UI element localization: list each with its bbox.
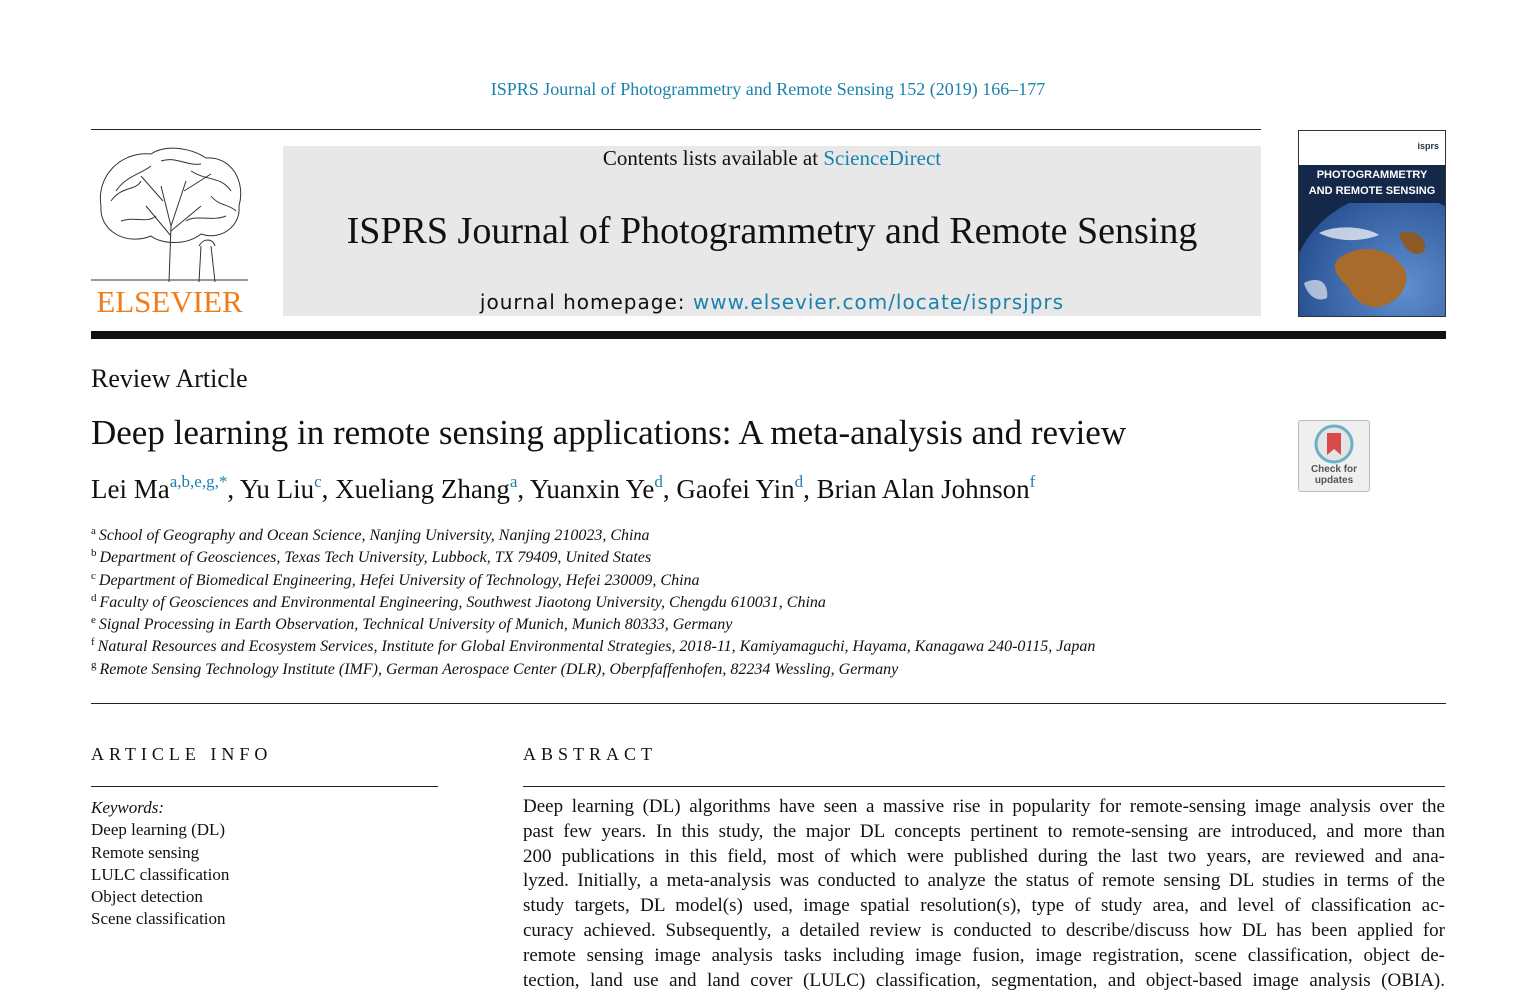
elsevier-logo[interactable] [91, 146, 248, 318]
affiliation-text: Signal Processing in Earth Observation, Technical University of Munich, Munich 80333, Germany [98, 616, 733, 634]
homepage-prefix: journal homepage: [479, 290, 693, 314]
affiliation-list [91, 525, 1095, 681]
cover-title-line1: PHOTOGRAMMETRY [1316, 169, 1428, 181]
abstract-heading: ABSTRACT [523, 744, 658, 764]
affiliation-text: Department of Geosciences, Texas Tech University, Lubbock, TX 79409, United States [99, 549, 652, 567]
affiliation-item [91, 659, 1095, 681]
affiliation-item [91, 636, 1095, 658]
cover-header [1299, 131, 1445, 165]
abstract-line: 200 publications in this field, most of which were published during the last two years, are reviewed and ana- [523, 845, 1445, 867]
affiliation-mark: e [91, 614, 96, 627]
elsevier-wordmark: ELSEVIER [96, 284, 243, 319]
affiliation-text: Natural Resources and Ecosystem Services, Institute for Global Environmental Strategies, 2018-11, Kamiyamaguchi, Hayama, Kanagawa 240-0115, Japan [97, 638, 1096, 656]
cover-brand: isprs [1417, 141, 1439, 151]
affiliation-text: School of Geography and Ocean Science, Nanjing University, Nanjing 210023, China [98, 527, 650, 544]
keyword: Scene classification [91, 909, 226, 929]
author-affiliation-marks[interactable]: a [509, 472, 518, 491]
author-list: Lei $Ma^{a,b,e,g,*}$, Yu Liu$^c$, Xueliang Zhang$^a$, Yuanxin Ye$^d$, Gaofei Yin$^d$, Brian Alan Johnson$^f$ [91, 472, 1036, 504]
abstract-line: Deep learning (DL) algorithms have seen a massive rise in popularity for remote-sensing image analysis over the [523, 796, 1445, 817]
article-info-rule [91, 786, 438, 787]
journal-citation[interactable]: ISPRS Journal of Photogrammetry and Remote Sensing 152 (2019) 166–177 [490, 79, 1046, 99]
affiliation-mark: c [91, 569, 96, 582]
affiliation-item [91, 525, 1095, 547]
author: Xueliang Zhang [335, 474, 510, 504]
affiliation-item [91, 547, 1095, 569]
affiliation-item [91, 570, 1095, 592]
contents-availability [283, 146, 1261, 171]
abstract-rule [523, 786, 1445, 787]
abstract-line: study targets, DL model(s) used, image spatial resolution(s), type of study area, and level of classification ac- [523, 895, 1445, 917]
abstract-line: past few years. In this study, the major DL concepts pertinent to remote-sensing are introduced, and more than [523, 820, 1445, 842]
keyword: LULC classification [91, 864, 230, 884]
author-affiliation-marks[interactable]: d [794, 472, 804, 491]
section-divider [91, 703, 1446, 704]
abstract-line: remote sensing image analysis tasks including image fusion, image registration, scene classification, object de- [523, 944, 1445, 966]
article-type: Review Article [91, 364, 248, 393]
abstract-line: tection, land use and land cover (LULC) classification, segmentation, and object-based image analysis (OBIA). [523, 969, 1445, 991]
header-thick-rule [91, 331, 1446, 339]
affiliation-text: Remote Sensing Technology Institute (IMF), German Aerospace Center (DLR), Oberpfaffenhofen, 82234 Wessling, Germany [99, 660, 899, 678]
header-top-rule [91, 129, 1261, 130]
check-for-updates-button[interactable] [1298, 420, 1370, 492]
author: Gaofei Yin [676, 474, 795, 504]
check-for-updates-label: Check for updates [1310, 464, 1358, 486]
journal-homepage [283, 290, 1261, 314]
homepage-link[interactable]: www.elsevier.com/locate/isprsjprs [692, 290, 1065, 314]
affiliation-item [91, 614, 1095, 636]
affiliation-mark: a [91, 525, 96, 537]
earth-image [1299, 203, 1445, 317]
bookmark-icon [1314, 424, 1354, 464]
tree-icon [91, 146, 248, 282]
affiliation-text: Faculty of Geosciences and Environmental Engineering, Southwest Jiaotong University, Chengdu 610031, China [99, 593, 826, 611]
affiliation-item [91, 592, 1095, 614]
abstract-line: lyzed. Initially, a meta-analysis was conducted to analyze the status of remote sensing DL studies in terms of the [523, 870, 1445, 892]
author: Yu Liu [239, 474, 315, 504]
cover-title-line2: AND REMOTE SENSING [1308, 185, 1436, 197]
affiliation-mark: g [91, 658, 97, 671]
journal-name: ISPRS Journal of Photogrammetry and Remote Sensing [346, 210, 1198, 252]
author-affiliation-marks[interactable]: c [314, 472, 322, 491]
abstract-line: curacy achieved. Subsequently, a detailed review is conducted to describe/discuss how DL has been applied for [523, 919, 1445, 941]
article-info-heading: ARTICLE INFO [91, 744, 273, 764]
affiliation-text: Department of Biomedical Engineering, Hefei University of Technology, Hefei 230009, China [98, 571, 700, 589]
keyword: Deep learning (DL) [91, 820, 226, 840]
journal-cover[interactable] [1298, 130, 1446, 317]
affiliation-mark: b [91, 547, 97, 560]
article-title: Deep learning in remote sensing applications: A meta-analysis and review [91, 413, 1127, 452]
contents-prefix: Contents lists available at [602, 146, 824, 170]
abstract-text [523, 795, 1445, 993]
keywords-label: Keywords: [91, 798, 165, 817]
author-affiliation-marks[interactable]: d [654, 472, 663, 491]
keyword: Remote sensing [91, 842, 200, 862]
affiliation-mark: f [91, 636, 95, 649]
author: Brian Alan Johnson [816, 474, 1030, 504]
affiliation-mark: d [91, 591, 97, 604]
author-affiliation-marks[interactable]: a,b,e,g,* [169, 472, 228, 491]
author-affiliation-marks[interactable]: f [1029, 472, 1036, 491]
keyword: Object detection [91, 887, 203, 907]
author: Yuanxin Ye [529, 474, 655, 504]
author: Lei Ma [91, 474, 170, 504]
keywords-block [91, 797, 229, 931]
sciencedirect-link[interactable]: ScienceDirect [823, 146, 942, 170]
journal-banner [283, 146, 1261, 316]
